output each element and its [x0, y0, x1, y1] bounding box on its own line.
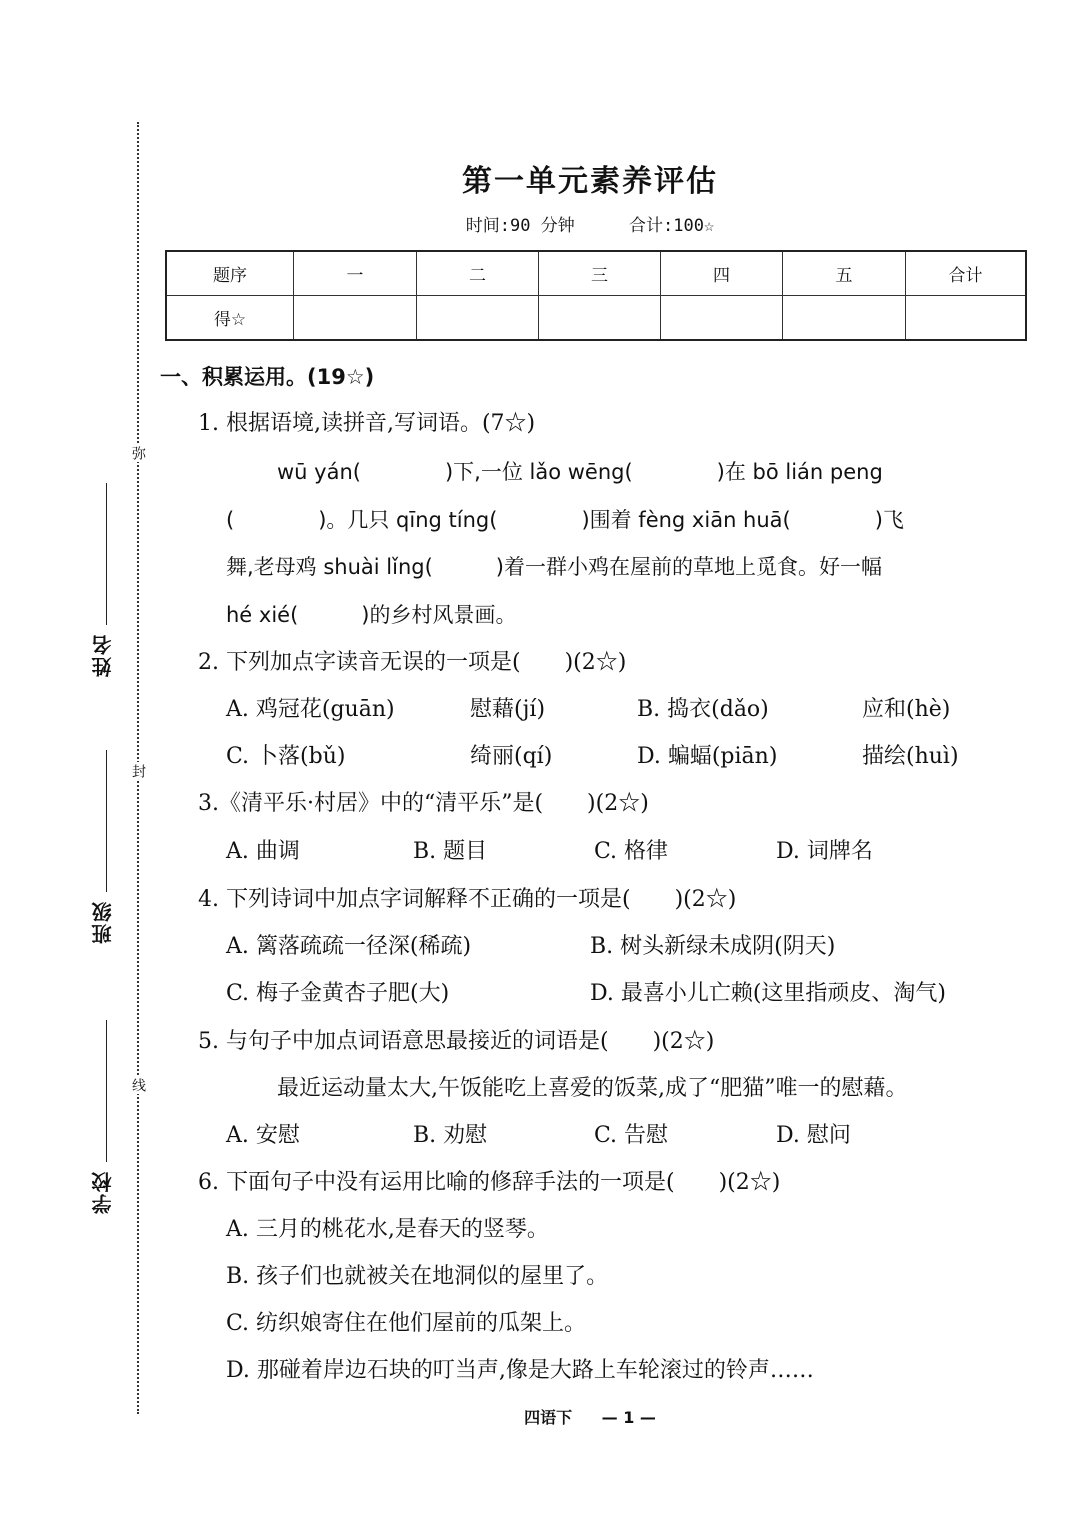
question-2-option: A. 鸡冠花(guān) [226, 697, 395, 722]
question-4-option: B. 树头新绿未成阴(阴天) [590, 934, 836, 959]
question-5-option: B. 劝慰 [413, 1123, 488, 1148]
school-field-label: 学校 [91, 1170, 115, 1214]
score-input-cell[interactable] [417, 296, 539, 341]
seal-char-mi: 弥 [130, 446, 146, 460]
question-5-option: D. 慰问 [776, 1123, 851, 1148]
question-6-option: C. 纺织娘寄住在他们屋前的瓜架上。 [226, 1311, 587, 1336]
score-cell: 五 [783, 251, 906, 296]
score-table [165, 250, 1027, 341]
name-field-label: 姓名 [91, 633, 115, 677]
question-1-line: 舞,老母鸡 shuài lǐng( )着一群小鸡在屋前的草地上觅食。好一幅 [226, 555, 882, 579]
question-1-line: ( )。几只 qīng tíng( )围着 fèng xiān huā( )飞 [226, 508, 904, 532]
score-cell: 题序 [166, 251, 294, 296]
score-cell: 得☆ [166, 296, 294, 341]
question-5-option: A. 安慰 [226, 1123, 300, 1148]
score-cell: 合计 [906, 251, 1027, 296]
question-4-option: C. 梅子金黄杏子肥(大) [226, 981, 450, 1006]
question-2-option: C. 卜落(bǔ) [226, 744, 346, 769]
question-4-stem: 4. 下列诗词中加点字词解释不正确的一项是( )(2☆) [198, 887, 737, 912]
score-cell: 四 [661, 251, 783, 296]
question-1-stem: 1. 根据语境,读拼音,写词语。(7☆) [198, 411, 536, 436]
question-2-option: B. 捣衣(dǎo) [637, 697, 769, 722]
name-field-line [106, 483, 107, 625]
question-6-stem: 6. 下面句子中没有运用比喻的修辞手法的一项是( )(2☆) [198, 1170, 781, 1195]
question-3-option: B. 题目 [413, 839, 488, 864]
score-input-cell[interactable] [906, 296, 1027, 341]
question-2-option: 应和(hè) [862, 697, 951, 722]
page-footer [0, 1405, 1080, 1428]
question-3-option: C. 格律 [594, 839, 669, 864]
question-4-option: A. 篱落疏疏一径深(稀疏) [226, 934, 472, 959]
score-cell: 三 [539, 251, 661, 296]
score-input-cell[interactable] [783, 296, 906, 341]
score-table-header-row [166, 251, 1026, 296]
footer-label: 四语下 [524, 1408, 573, 1427]
seal-char-xian: 线 [130, 1078, 146, 1092]
question-5-option: C. 告慰 [594, 1123, 669, 1148]
question-3-stem: 3.《清平乐·村居》中的“清平乐”是( )(2☆) [198, 791, 649, 816]
class-field-label: 班级 [91, 900, 115, 944]
question-3-option: A. 曲调 [226, 839, 300, 864]
question-2-option: 绮丽(qí) [470, 744, 553, 769]
question-2-option: D. 蝙蝠(piān) [637, 744, 778, 769]
time-limit: 时间:90 分钟 [465, 216, 575, 236]
exam-info [0, 211, 1080, 236]
score-input-cell[interactable] [539, 296, 661, 341]
class-field-line [106, 750, 107, 892]
score-cell: 一 [294, 251, 417, 296]
school-field-line [106, 1020, 107, 1162]
section-heading: 一、积累运用。(19☆) [160, 365, 375, 389]
score-input-cell[interactable] [661, 296, 783, 341]
question-6-option: A. 三月的桃花水,是春天的竖琴。 [226, 1217, 549, 1242]
total-score: 合计:100☆ [629, 216, 715, 236]
page-title: 第一单元素养评估 [462, 164, 718, 199]
score-input-cell[interactable] [294, 296, 417, 341]
score-cell: 二 [417, 251, 539, 296]
question-5-sentence: 最近运动量太大,午饭能吃上喜爱的饭菜,成了“肥猫”唯一的慰藉。 [277, 1076, 908, 1101]
question-2-option: 描绘(huì) [862, 744, 959, 769]
question-5-stem: 5. 与句子中加点词语意思最接近的词语是( )(2☆) [198, 1029, 715, 1054]
question-6-option: D. 那碰着岸边石块的叮当声,像是大路上车轮滚过的铃声…… [226, 1358, 814, 1383]
score-table-score-row [166, 296, 1026, 341]
question-4-option: D. 最喜小儿亡赖(这里指顽皮、淘气) [590, 981, 947, 1006]
question-3-option: D. 词牌名 [776, 839, 873, 864]
question-1-line: wū yán( )下,一位 lǎo wēng( )在 bō lián peng [277, 460, 883, 484]
page-number: — 1 — [601, 1408, 656, 1427]
question-2-option: 慰藉(jí) [470, 697, 546, 722]
question-1-line: hé xié( )的乡村风景画。 [226, 603, 517, 627]
question-2-stem: 2. 下列加点字读音无误的一项是( )(2☆) [198, 650, 627, 675]
seal-char-feng: 封 [130, 764, 146, 778]
question-6-option: B. 孩子们也就被关在地洞似的屋里了。 [226, 1264, 609, 1289]
